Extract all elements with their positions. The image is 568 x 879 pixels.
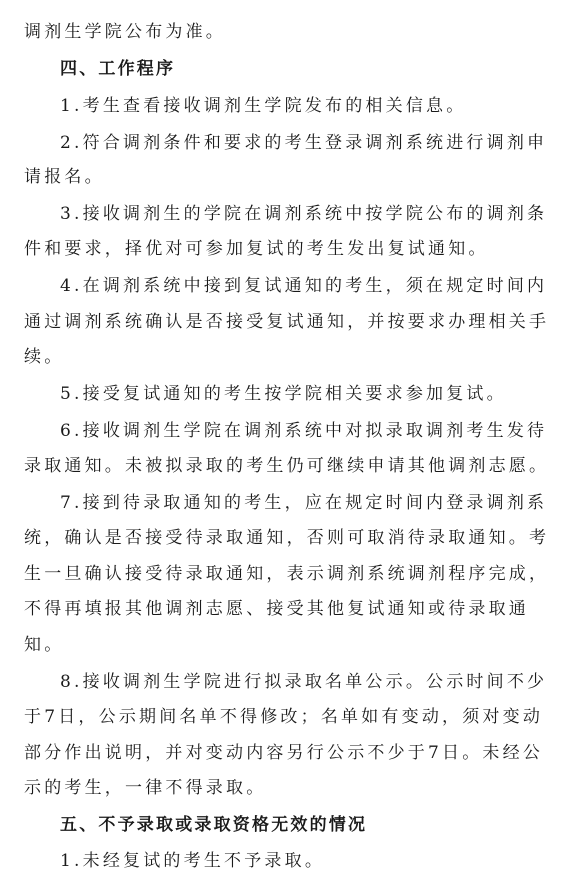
paragraph-line: 调剂生学院公布为准。 xyxy=(24,22,226,42)
paragraph-line: 6.接收调剂生学院在调剂系统中对拟录取调剂考生发待 xyxy=(60,421,548,441)
paragraph-line: 示的考生，一律不得录取。 xyxy=(24,778,267,798)
paragraph-line: 4.在调剂系统中接到复试通知的考生，须在规定时间内 xyxy=(60,276,548,296)
section-heading-no-admission: 五、不予录取或录取资格无效的情况 xyxy=(60,815,368,835)
paragraph-line: 部分作出说明，并对变动内容另行公示不少于7日。未经公 xyxy=(24,743,544,763)
paragraph-line: 请报名。 xyxy=(24,167,105,187)
paragraph-line: 3.接收调剂生的学院在调剂系统中按学院公布的调剂条 xyxy=(60,204,548,224)
paragraph-line: 件和要求，择优对可参加复试的考生发出复试通知。 xyxy=(24,239,489,259)
paragraph-line: 1.未经复试的考生不予录取。 xyxy=(60,851,326,871)
paragraph-line: 续。 xyxy=(24,347,65,367)
paragraph-line: 通过调剂系统确认是否接受复试通知，并按要求办理相关手 xyxy=(24,312,550,332)
paragraph-line: 知。 xyxy=(24,635,65,655)
paragraph-line: 7.接到待录取通知的考生，应在规定时间内登录调剂系 xyxy=(60,493,548,513)
paragraph-line: 不得再填报其他调剂志愿、接受其他复试通知或待录取通 xyxy=(24,599,529,619)
section-heading-work-procedure: 四、工作程序 xyxy=(60,59,176,79)
paragraph-line: 8.接收调剂生学院进行拟录取名单公示。公示时间不少 xyxy=(60,672,548,692)
paragraph-line: 生一旦确认接受待录取通知，表示调剂系统调剂程序完成， xyxy=(24,564,550,584)
paragraph-line: 1.考生查看接收调剂生学院发布的相关信息。 xyxy=(60,96,467,116)
paragraph-line: 2.符合调剂条件和要求的考生登录调剂系统进行调剂申 xyxy=(60,133,548,153)
paragraph-line: 5.接受复试通知的考生按学院相关要求参加复试。 xyxy=(60,384,507,404)
paragraph-line: 统，确认是否接受待录取通知，否则可取消待录取通知。考 xyxy=(24,528,550,548)
paragraph-line: 于7日，公示期间名单不得修改；名单如有变动，须对变动 xyxy=(24,707,544,727)
paragraph-line: 录取通知。未被拟录取的考生仍可继续申请其他调剂志愿。 xyxy=(24,456,550,476)
